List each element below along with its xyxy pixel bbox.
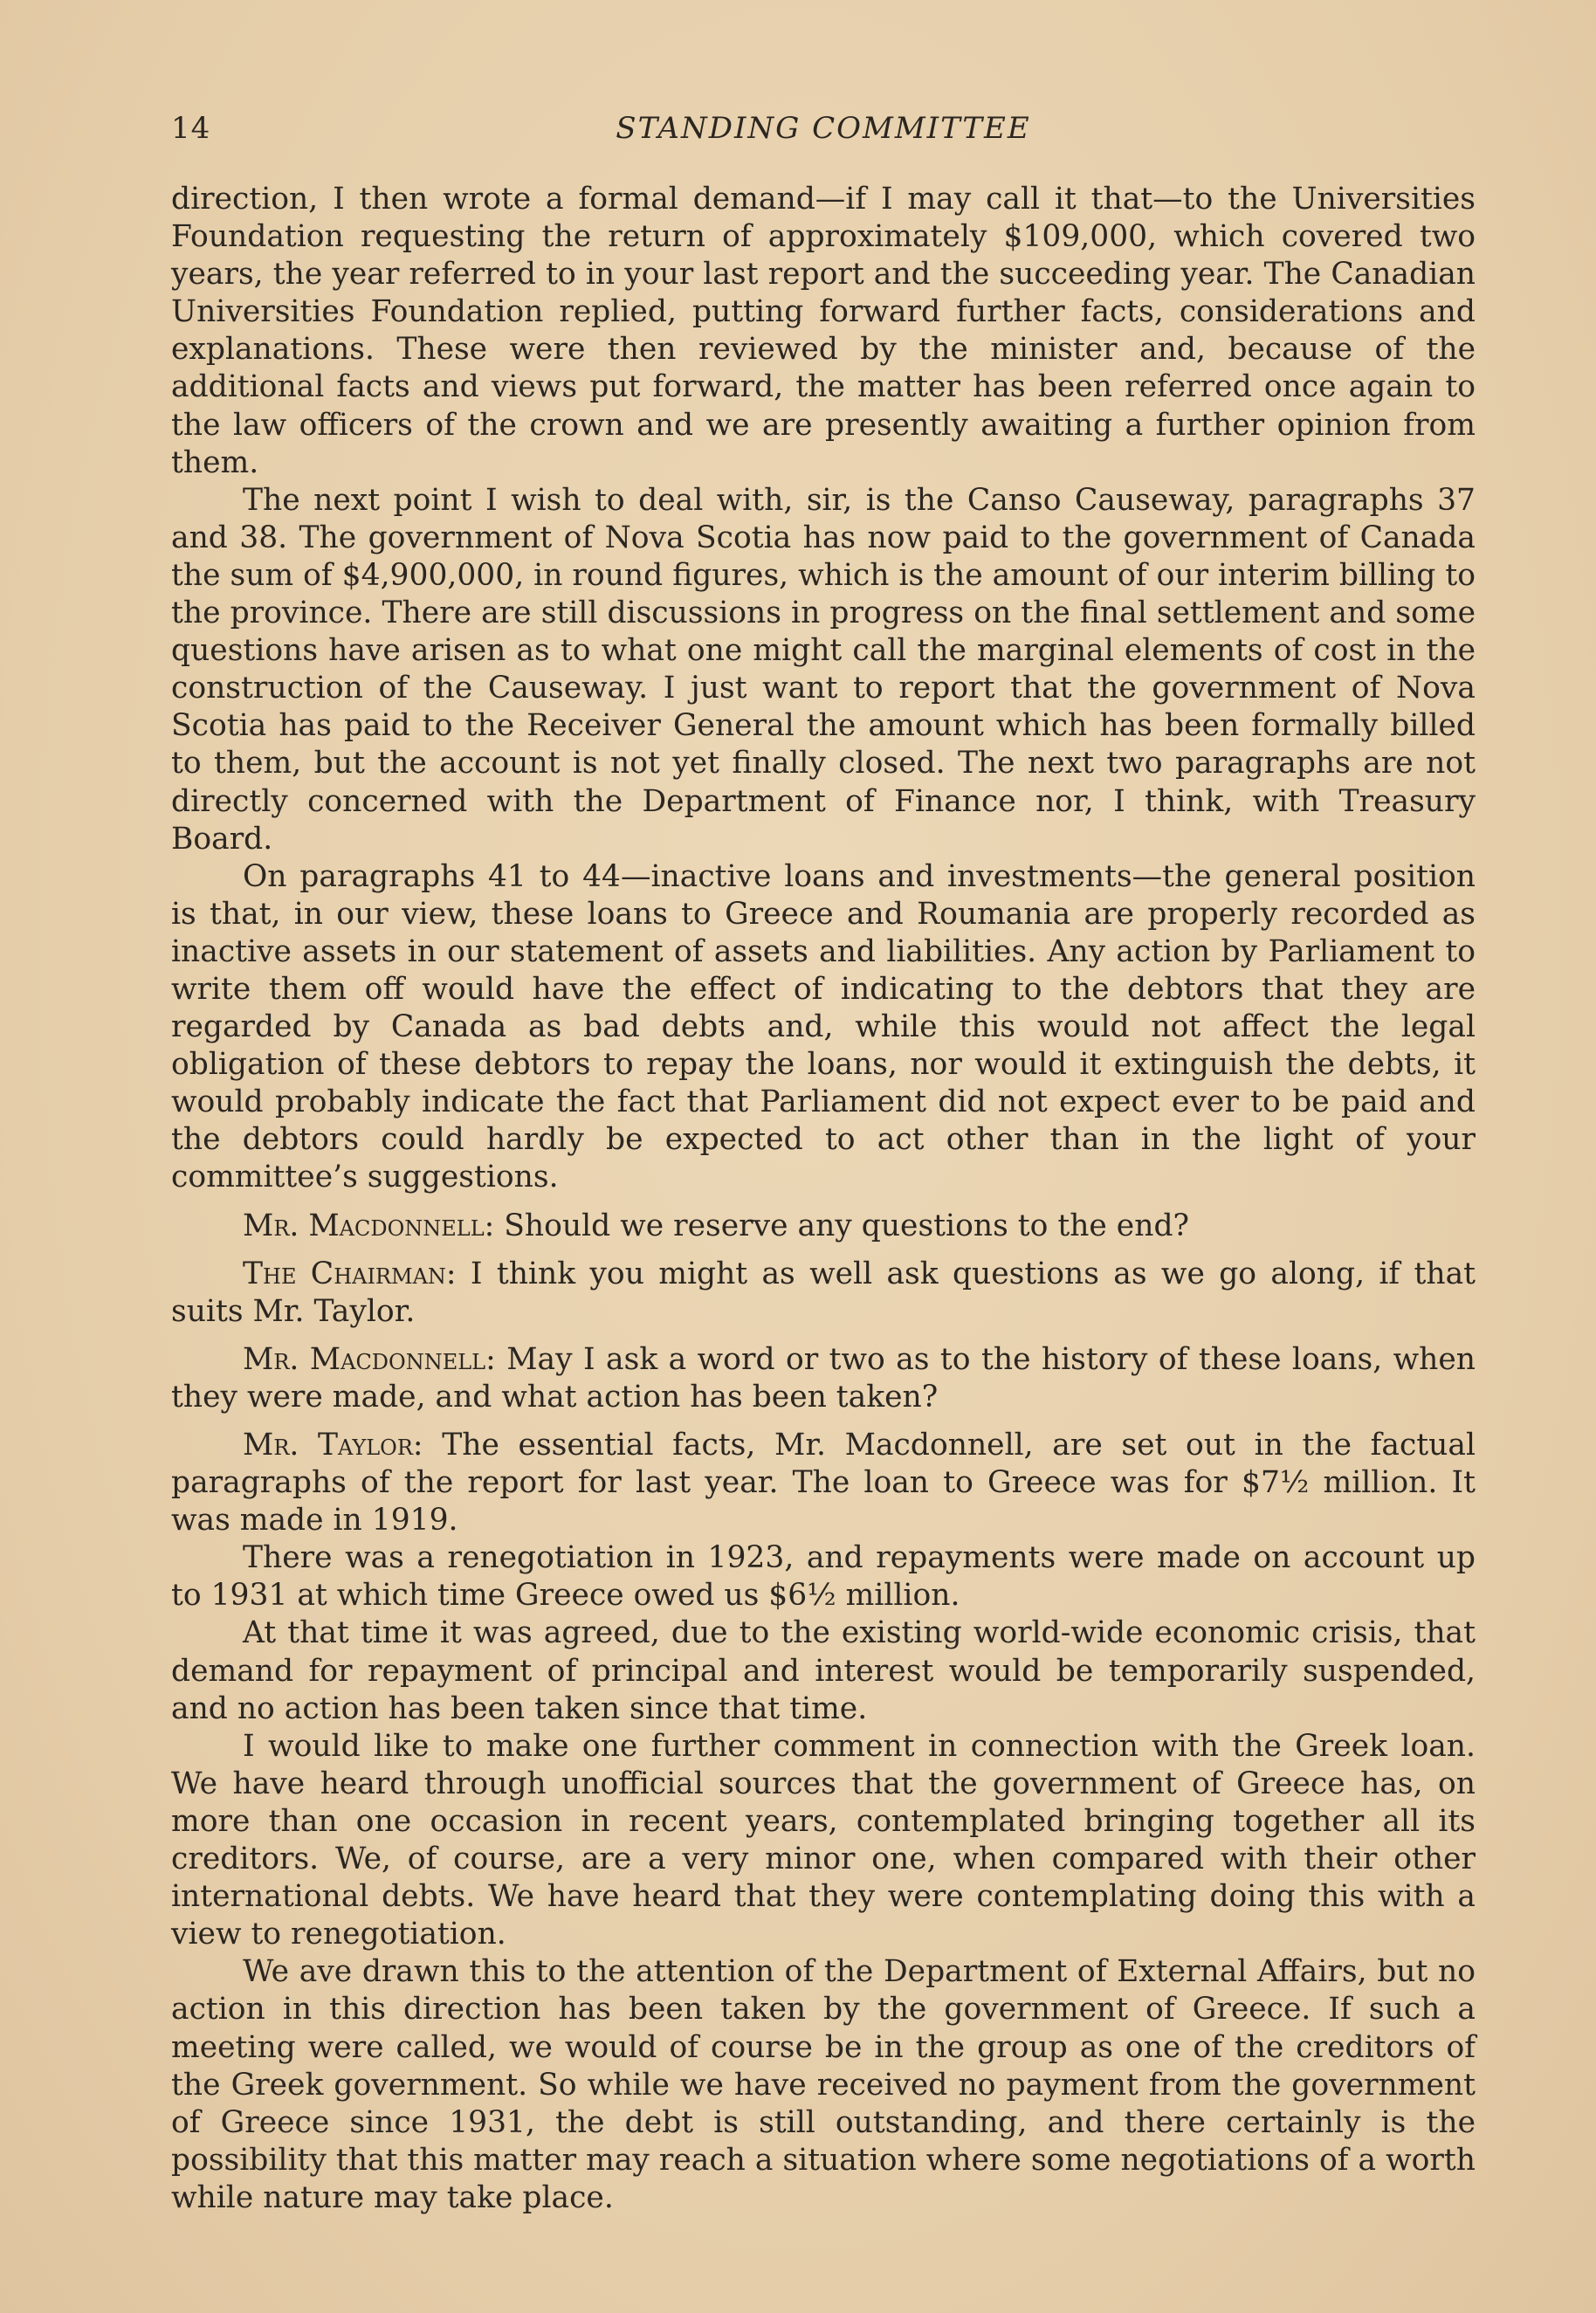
page-header	[171, 107, 1476, 150]
paragraph-external-affairs: We ave drawn this to the attention of the Department of External Affairs, but no action in this direction has been taken by the government of Greece. If such a meeting were called, we would of course be in the group as one of the creditors of the Greek government. So while we have received no payment from the government of Greece since 1931, the debt is still outstanding, and there certainly is the possibility that this matter may reach a situation where some negotiations of a worth while nature may take place.	[171, 1954, 1476, 2215]
speech-text: Should we reserve any questions to the end?	[504, 1208, 1190, 1243]
speech-text: May I ask a word or two as to the history of these loans, when they were made, and what action has been taken?	[171, 1341, 1476, 1415]
paragraph-crisis-suspension: At that time it was agreed, due to the existing world-wide economic crisis, that demand for repayment of principal and interest would be temporarily suspended, and no action has been taken since that time.	[171, 1615, 1476, 1726]
speech-text: I think you might as well ask questions as we go along, if that suits Mr. Taylor.	[171, 1256, 1476, 1329]
body-text	[171, 181, 1476, 2217]
speaker-name: Mr. Macdonnell:	[243, 1208, 495, 1243]
running-head: STANDING COMMITTEE	[616, 111, 1031, 146]
speech-macdonnell-reserve	[171, 1208, 1476, 1245]
speaker-name: Mr. Taylor:	[243, 1428, 423, 1463]
speech-text: The essential facts, Mr. Macdonnell, are set out in the factual paragraphs of the report for last year. The loan to Greece was for $7½ million. It was made in 1919.	[171, 1428, 1476, 1539]
speech-macdonnell-history	[171, 1341, 1476, 1416]
paragraph-inactive-loans: On paragraphs 41 to 44—inactive loans and investments—the general position is that, in our view, these loans to Greece and Roumania are properly recorded as inactive assets in our statement of assets and liabilities. Any action by Parliament to write them off would have the effect of indicating to the debtors that they are regarded by Canada as bad debts and, while this would not affect the legal obligation of these debtors to repay the loans, nor would it extinguish the debts, it would probably indicate the fact that Parliament did not expect ever to be paid and the debtors could hardly be expected to act other than in the light of your committee’s suggestions.	[171, 858, 1476, 1195]
speech-taylor	[171, 1427, 1476, 1539]
paragraph-greek-loan-comment: I would like to make one further comment in connection with the Greek loan. We have heard through unofficial sources that the government of Greece has, on more than one occasion in recent years, contemplated bringing together all its creditors. We, of course, are a very minor one, when compared with their other international debts. We have heard that they were contemplating doing this with a view to renegotiation.	[171, 1728, 1476, 1952]
page-number: 14	[171, 111, 211, 146]
speaker-name: Mr. Macdonnell:	[243, 1341, 496, 1377]
speech-chairman	[171, 1256, 1476, 1331]
paragraph-canso-causeway: The next point I wish to deal with, sir, is the Canso Causeway, paragraphs 37 and 38. The government of Nova Scotia has now paid to the government of Canada the sum of $4,900,000, in round figures, which is the amount of our interim billing to the province. There are still discussions in progress on the final settlement and some questions have arisen as to what one might call the marginal elements of cost in the construction of the Causeway. I just want to report that the government of Nova Scotia has paid to the Receiver General the amount which has been formally billed to them, but the account is not yet finally closed. The next two paragraphs are not directly concerned with the Department of Finance nor, I think, with Treasury Board.	[171, 482, 1476, 857]
speaker-name: The Chairman:	[243, 1256, 457, 1291]
paragraph-renegotiation: There was a renegotiation in 1923, and repayments were made on account up to 1931 at which time Greece owed us $6½ million.	[171, 1540, 1476, 1614]
paragraph-universities-foundation: direction, I then wrote a formal demand—if I may call it that—to the Universities Foundation requesting the return of approximately $109,000, which covered two years, the year referred to in your last report and the succeeding year. The Canadian Universities Foundation replied, putting forward further facts, considerations and explanations. These were then reviewed by the minister and, because of the additional facts and views put forward, the matter has been referred once again to the law officers of the crown and we are presently awaiting a further opinion from them.	[171, 182, 1476, 480]
